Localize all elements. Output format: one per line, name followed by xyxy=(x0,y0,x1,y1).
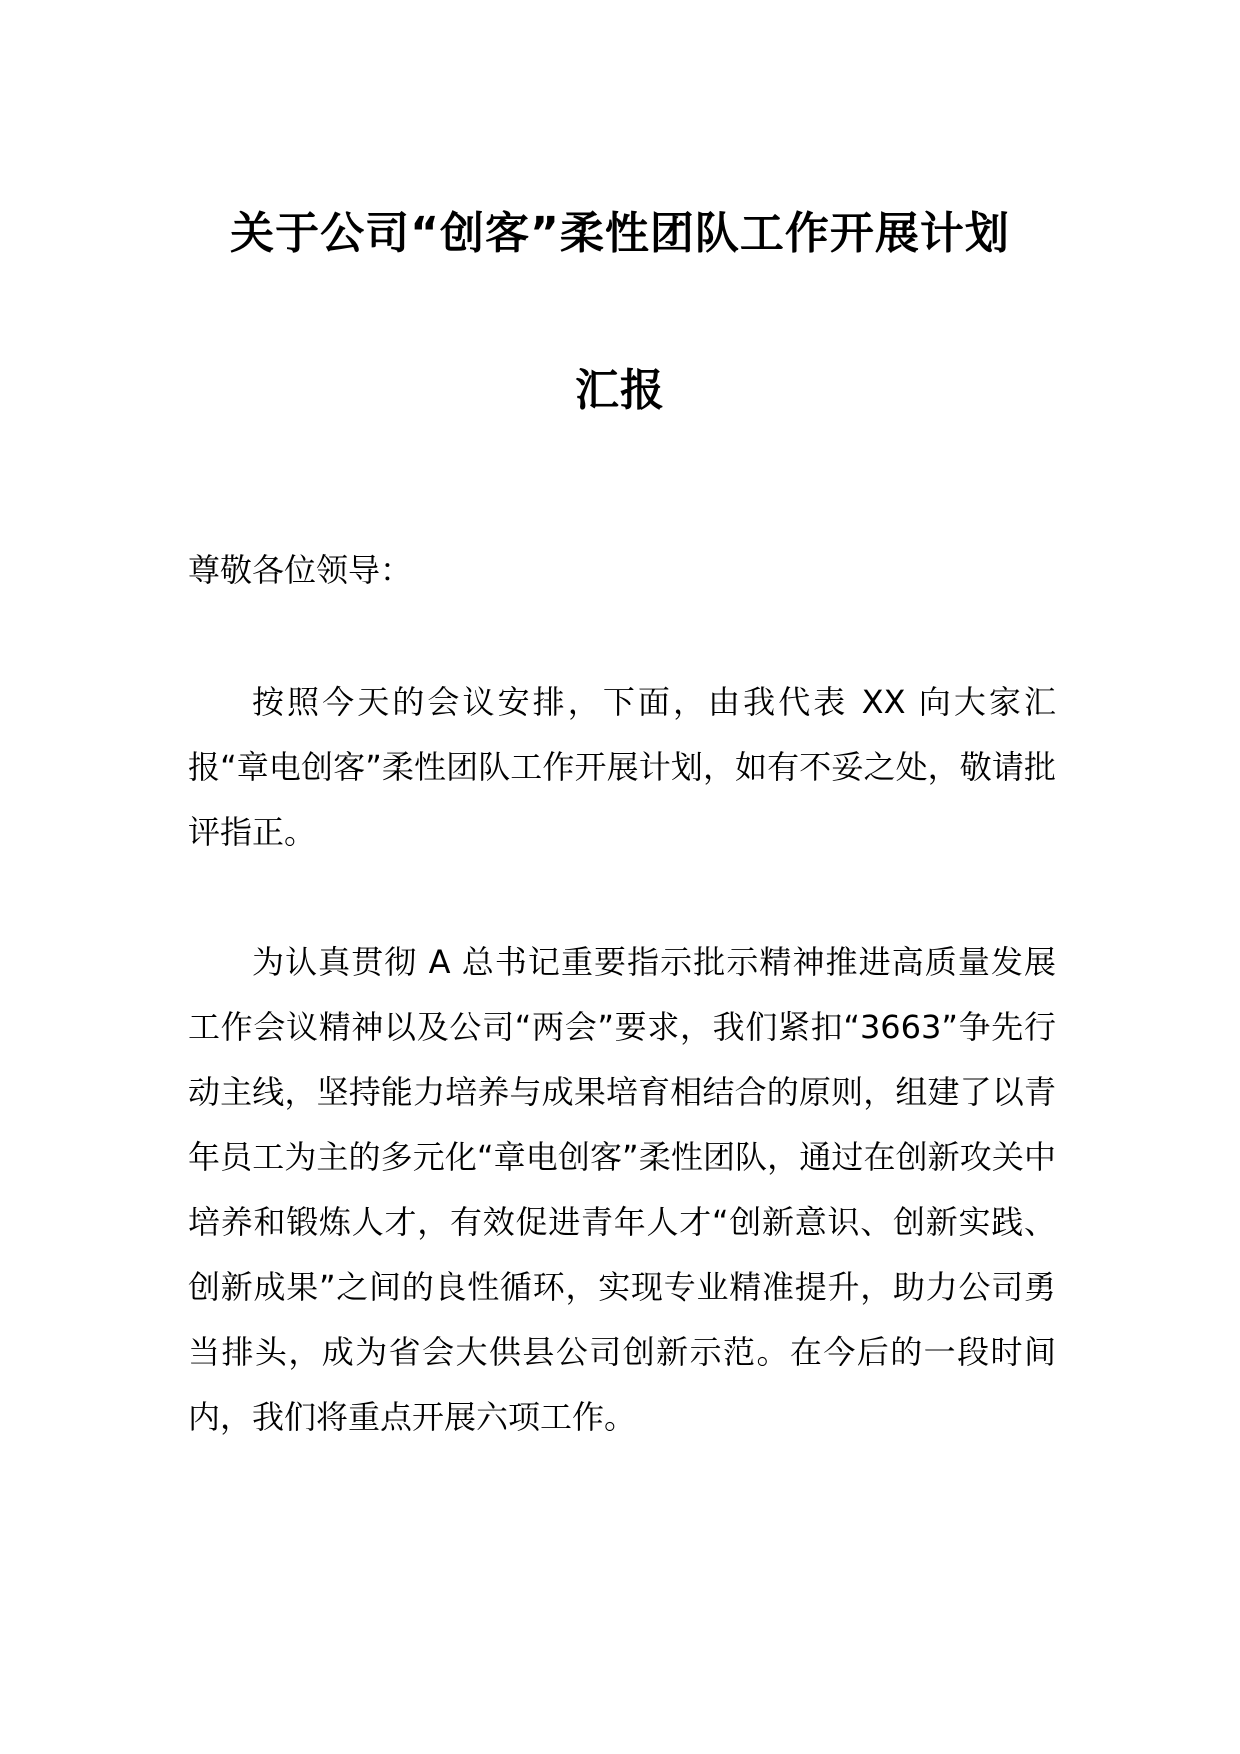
document-title-line-1: 关于公司“创客”柔性团队工作开展计划 xyxy=(230,208,1010,259)
salutation: 尊敬各位领导： xyxy=(188,551,413,589)
paragraph-intro: 按照今天的会议安排，下面，由我代表 XX 向大家汇报“章电创客”柔性团队工作开展计划，如有不妥之处，敬请批评指正。 xyxy=(188,683,1056,851)
document-title-line-2: 汇报 xyxy=(575,365,665,416)
paragraph-body: 为认真贯彻 A 总书记重要指示批示精神推进高质量发展工作会议精神以及公司“两会”要求，我们紧扣“3663”争先行动主线，坚持能力培养与成果培育相结合的原则，组建了以青年员工为主的多元化“章电创客”柔性团队，通过在创新攻关中培养和锻炼人才，有效促进青年人才“创新意识、创新实践、创新成果”之间的良性循环，实现专业精准提升，助力公司勇当排头，成为省会大供县公司创新示范。在今后的一段时间内，我们将重点开展六项工作。 xyxy=(188,943,1056,1436)
